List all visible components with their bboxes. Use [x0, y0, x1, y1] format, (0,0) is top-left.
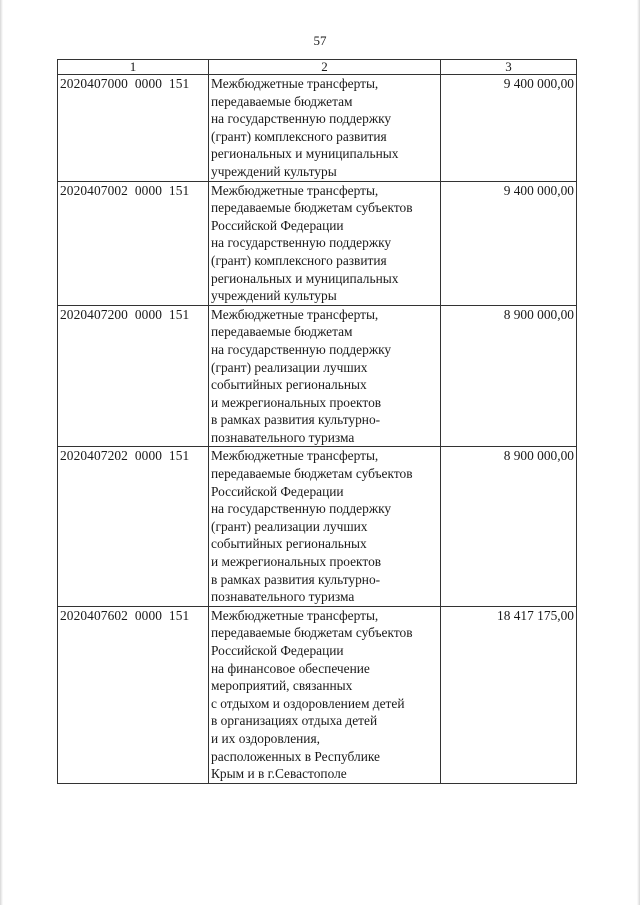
table-row	[58, 181, 577, 305]
budget-code: 2020407602 0000 151	[58, 606, 209, 783]
description: Межбюджетные трансферты, передаваемые бюджетам на государственную поддержку (грант) комплексного развития региональных и муниципальных учреждений культуры	[209, 75, 441, 182]
budget-code: 2020407002 0000 151	[58, 181, 209, 305]
column-header-2: 2	[209, 60, 441, 75]
amount: 9 400 000,00	[441, 181, 577, 305]
page-number: 57	[313, 33, 327, 48]
amount: 18 417 175,00	[441, 606, 577, 783]
description: Межбюджетные трансферты, передаваемые бюджетам на государственную поддержку (грант) реализации лучших событийных региональных и межрегиональных проектов в рамках развития культурно- познавательного туризма	[209, 305, 441, 447]
column-header-3: 3	[441, 60, 577, 75]
budget-code: 2020407000 0000 151	[58, 75, 209, 182]
budget-code: 2020407200 0000 151	[58, 305, 209, 447]
scan-edge-left	[0, 0, 3, 905]
amount: 8 900 000,00	[441, 305, 577, 447]
description: Межбюджетные трансферты, передаваемые бюджетам субъектов Российской Федерации на государственную поддержку (грант) комплексного развития региональных и муниципальных учреждений культуры	[209, 181, 441, 305]
amount: 9 400 000,00	[441, 75, 577, 182]
budget-table	[57, 59, 577, 784]
header-row	[58, 60, 577, 75]
table-row	[58, 606, 577, 783]
description: Межбюджетные трансферты, передаваемые бюджетам субъектов Российской Федерации на финансовое обеспечение мероприятий, связанных с отдыхом и оздоровлением детей в организациях отдыха детей и их оздоровления, расположенных в Республике Крым и в г.Севастополе	[209, 606, 441, 783]
description: Межбюджетные трансферты, передаваемые бюджетам субъектов Российской Федерации на государственную поддержку (грант) реализации лучших событийных региональных и межрегиональных проектов в рамках развития культурно- познавательного туризма	[209, 447, 441, 606]
budget-code: 2020407202 0000 151	[58, 447, 209, 606]
table-row	[58, 75, 577, 182]
table-header	[58, 60, 577, 75]
column-header-1: 1	[58, 60, 209, 75]
amount: 8 900 000,00	[441, 447, 577, 606]
table-row	[58, 447, 577, 606]
table-body	[58, 75, 577, 784]
table-row	[58, 305, 577, 447]
